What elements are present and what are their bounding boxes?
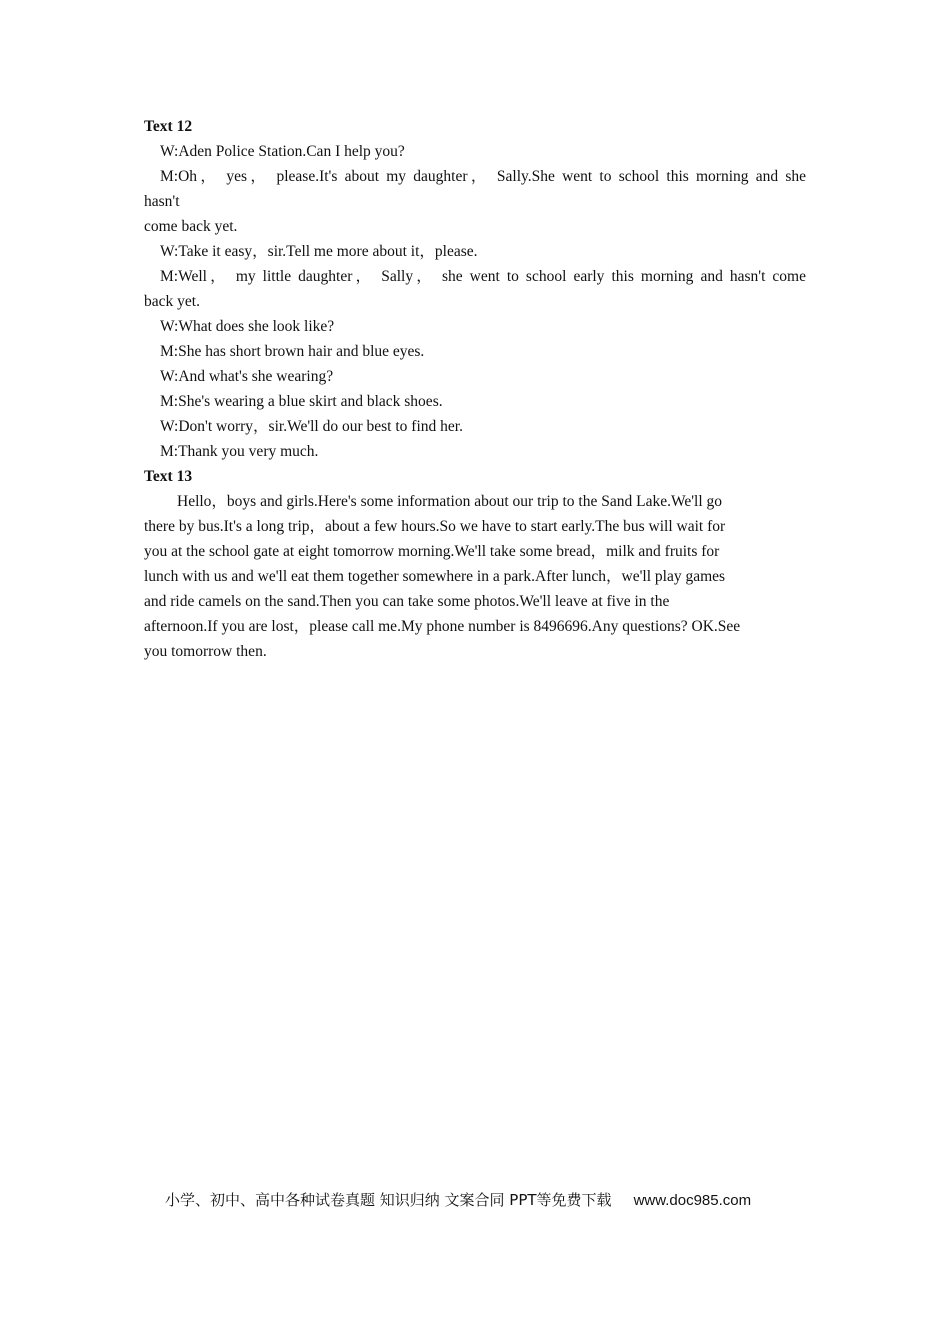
dialogue-line: M:Oh， yes， please.It's about my daughter， Sally.She went to school this morning and she [160, 168, 806, 185]
dialogue-line: M:She's wearing a blue skirt and black shoes. [160, 393, 443, 410]
dialogue-line-continuation: come back yet. [144, 218, 238, 235]
dialogue-line: W:What does she look like? [160, 318, 335, 335]
dialogue-line: M:She has short brown hair and blue eyes. [160, 343, 425, 360]
dialogue-line: M:Thank you very much. [160, 443, 319, 460]
footer-text: 小学、初中、高中各种试卷真题 知识归纳 文案合同 PPT等免费下载 [165, 1191, 612, 1209]
dialogue-line: M:Well， my little daughter， Sally， she went to school early this morning and hasn't come [160, 268, 806, 285]
section-title-text-12: Text 12 [144, 118, 193, 135]
section-title-text-13: Text 13 [144, 468, 193, 485]
passage-line: Hello，boys and girls.Here's some information about our trip to the Sand Lake.We'll go [177, 493, 723, 510]
passage-line: you tomorrow then. [144, 643, 267, 660]
passage-text-13 [144, 489, 774, 664]
dialogue-line: W:Take it easy，sir.Tell me more about it，please. [160, 243, 478, 260]
dialogue-line-continuation: hasn't [144, 193, 180, 210]
page-footer [165, 1188, 751, 1213]
dialogue-line-continuation: back yet. [144, 293, 200, 310]
footer-url: www.doc985.com [633, 1192, 752, 1209]
passage-line: lunch with us and we'll eat them together somewhere in a park.After lunch，we'll play games [144, 568, 726, 585]
document-body [144, 114, 806, 664]
dialogue-line: W:Aden Police Station.Can I help you? [160, 143, 405, 160]
passage-line: and ride camels on the sand.Then you can take some photos.We'll leave at five in the [144, 593, 670, 610]
passage-line: you at the school gate at eight tomorrow morning.We'll take some bread，milk and fruits for [144, 543, 720, 560]
dialogue-line: W:Don't worry，sir.We'll do our best to find her. [160, 418, 463, 435]
dialogue-line: W:And what's she wearing? [160, 368, 334, 385]
passage-line: afternoon.If you are lost，please call me.My phone number is 8496696.Any questions? OK.See [144, 618, 741, 635]
passage-line: there by bus.It's a long trip，about a few hours.So we have to start early.The bus will wait for [144, 518, 726, 535]
